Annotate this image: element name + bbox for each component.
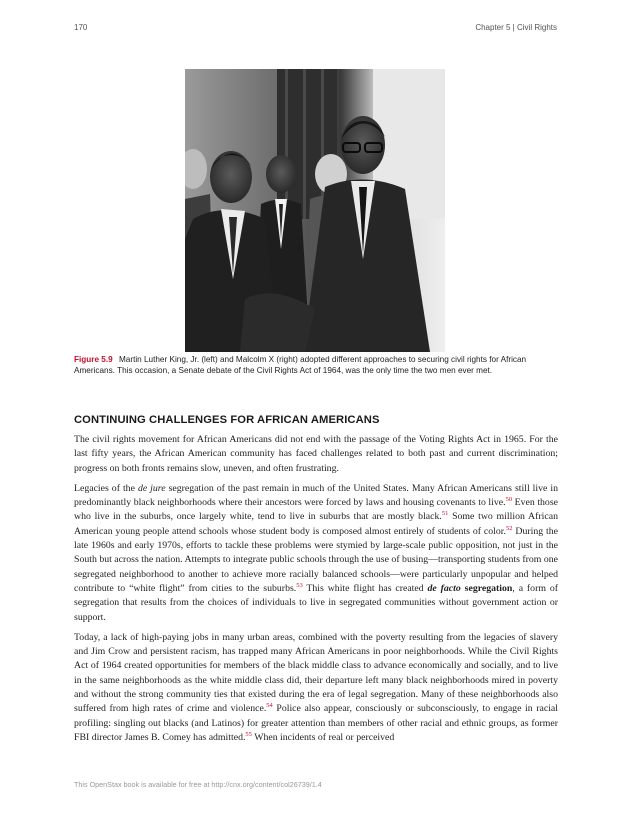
de-facto-italic: de facto bbox=[427, 582, 461, 594]
chapter-header: Chapter 5 | Civil Rights bbox=[475, 23, 557, 32]
figure-label: Figure 5.9 bbox=[74, 355, 113, 364]
p2-d: Some two million African American young people attend schools whose student body is composed almost entirely of students of color. bbox=[74, 511, 558, 537]
footnote-ref-54[interactable]: 54 bbox=[266, 702, 273, 710]
p2-b: segregation of the past remain in much of the United States. Many African Americans still live in predominantly black neighborhoods where their ancestors were forced by laws and housing covenants to live. bbox=[74, 482, 558, 509]
body-text bbox=[74, 433, 558, 751]
segregation-word: segregation bbox=[464, 582, 513, 594]
figure-caption bbox=[74, 355, 558, 376]
p1-text: The civil rights movement for African Americans did not end with the passage of the Voting Rights Act in 1965. For the last fifty years, the African American community has faced challenges related to both past and current discrimination; progress on both fronts remains slow, uneven, and often frustrating. bbox=[74, 434, 558, 474]
figure-photo bbox=[185, 69, 445, 352]
section-heading: CONTINUING CHALLENGES FOR AFRICAN AMERICANS bbox=[74, 414, 380, 426]
p3-a: Today, a lack of high-paying jobs in many urban areas, combined with the poverty resulting from the legacies of slavery and Jim Crow and persistent racism, has trapped many African Americans in poor neighborhoods. While the Civil Rights Act of 1964 created opportunities for members of the black middle class to advance economically and socially, and to live in the same neighborhoods as the white middle class did, their departure left many black neighborhoods mired in poverty and without the strong community ties that existed during the era of legal segregation. Many of these neighborhoods also suffered from high rates of crime and violence. bbox=[74, 631, 558, 715]
p2-a: Legacies of the bbox=[74, 482, 138, 494]
de-facto-segregation-term bbox=[428, 583, 513, 594]
page-footer: This OpenStax book is available for free at http://cnx.org/content/col26739/1.4 bbox=[74, 780, 322, 789]
figure-caption-text: Martin Luther King, Jr. (left) and Malcolm X (right) adopted different approaches to securing civil rights for African Americans. This occasion, a Senate debate of the Civil Rights Act of 1964, was the only time the two men ever met. bbox=[74, 355, 527, 375]
footnote-ref-55[interactable]: 55 bbox=[245, 730, 252, 738]
p3-c: When incidents of real or perceived bbox=[251, 731, 395, 743]
p2-e: During the late 1960s and early 1970s, efforts to tackle these problems were stymied by large-scale public opposition, not just in the South but across the nation. Attempts to integrate public schools through the use of busing—transporting students from one segregated neighborhood to another to achieve more racially balanced schools—were particularly unpopular and helped contribute to “white flight” from cities to the suburbs. bbox=[74, 525, 559, 594]
page-number: 170 bbox=[74, 23, 88, 32]
footnote-ref-52[interactable]: 52 bbox=[505, 524, 513, 532]
p2-g: , a form of segregation that results from the choices of individuals to live in segregated communities without government action or support. bbox=[74, 582, 558, 623]
paragraph-2 bbox=[74, 482, 558, 625]
p2-c: Even those who live in the suburbs, once largely white, tend to live in suburbs that are mostly black. bbox=[74, 497, 558, 523]
footnote-ref-50[interactable]: 50 bbox=[505, 496, 513, 504]
p3-b: Police also appear, consciously or subconsciously, to engage in racial profiling: singling out blacks (and Latinos) for greater attention than members of other racial and ethnic groups, as former FBI director James B. Comey has admitted. bbox=[74, 703, 558, 743]
paragraph-1 bbox=[74, 433, 558, 476]
de-jure-term: de jure bbox=[137, 482, 166, 494]
footnote-ref-53[interactable]: 53 bbox=[296, 581, 303, 589]
paragraph-3 bbox=[74, 631, 558, 745]
footnote-ref-51[interactable]: 51 bbox=[441, 510, 449, 518]
p2-f: This white flight has created bbox=[302, 582, 428, 594]
